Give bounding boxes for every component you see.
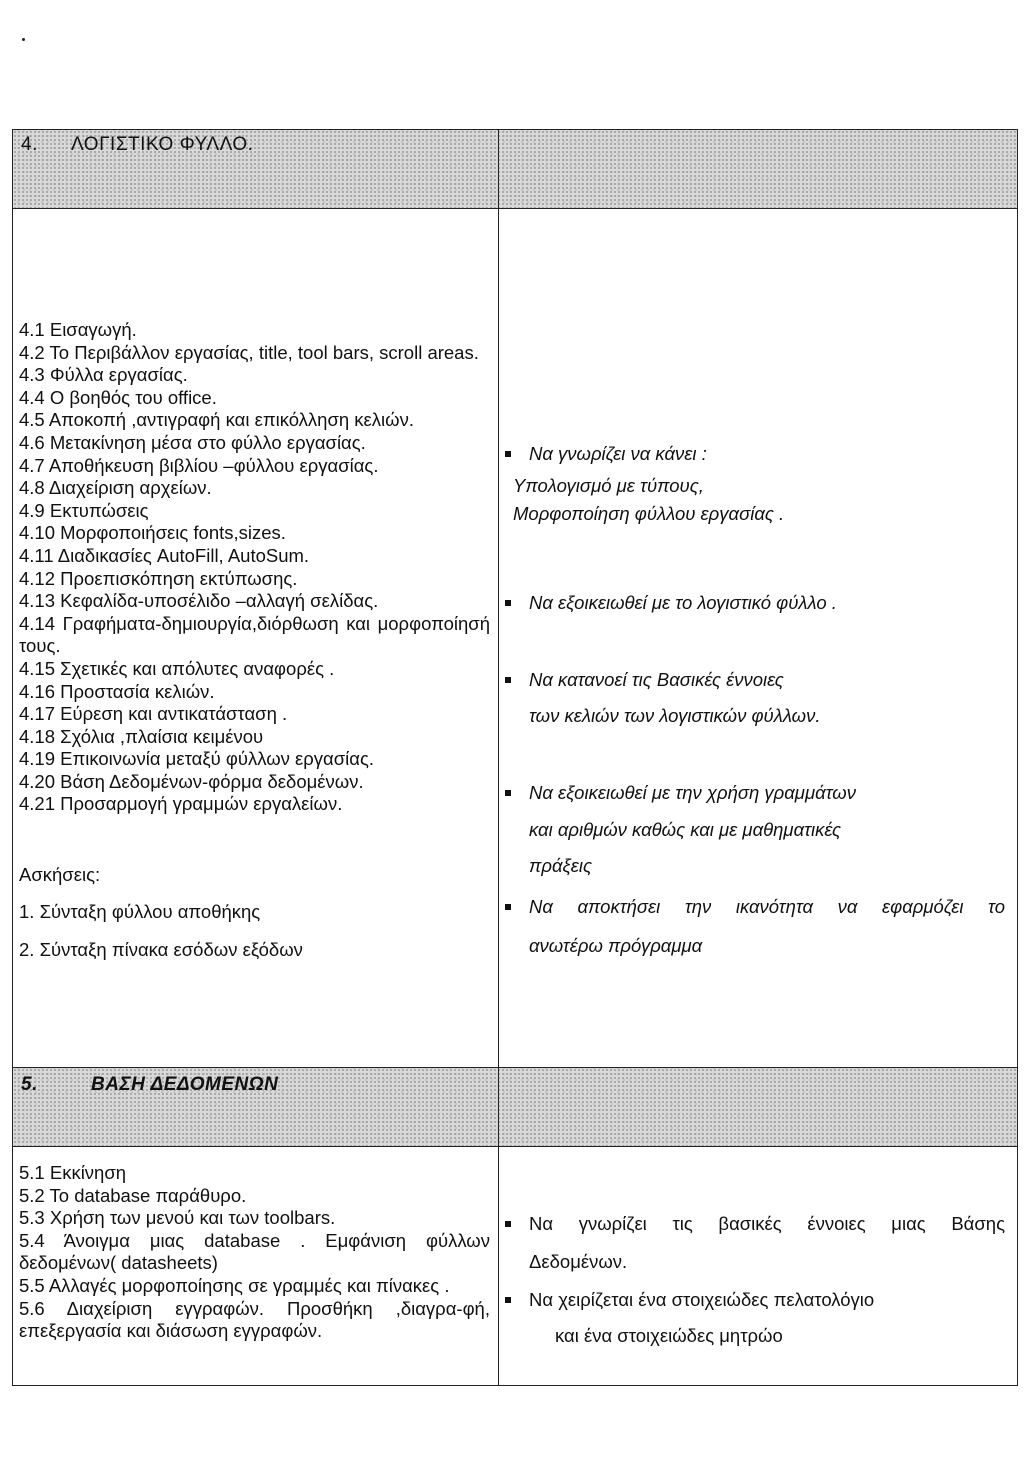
bullet-icon bbox=[505, 451, 511, 457]
topic-item: 5.5 Αλλαγές μορφοποίησης σε γραμμές και πίνακες . bbox=[19, 1274, 450, 1296]
section-5-title bbox=[21, 1074, 278, 1096]
objective-text: Να εξοικειωθεί με το λογιστικό φύλλο . bbox=[529, 592, 837, 613]
topic-item: 4.3 Φύλλα εργασίας. bbox=[19, 364, 188, 386]
bullet-icon bbox=[505, 904, 511, 910]
objective-item bbox=[505, 669, 784, 691]
topic-item: 4.5 Αποκοπή ,αντιγραφή και επικόλληση κελιών. bbox=[19, 409, 414, 431]
objective-subitem: Μορφοποίηση φύλλου εργασίας . bbox=[513, 503, 785, 524]
section-5-body bbox=[13, 1147, 1017, 1385]
topic-item: 5.4 Άνοιγμα μιας database . Εμφάνιση φύλλων δεδομένων( datasheets) bbox=[19, 1229, 490, 1274]
section-4-body bbox=[13, 209, 1017, 1067]
objective-subitem: Υπολογισμό με τύπους, bbox=[513, 475, 704, 496]
topic-item: 4.17 Εύρεση και αντικατάσταση . bbox=[19, 703, 288, 725]
exercise-item: 2. Σύνταξη πίνακα εσόδων εξόδων bbox=[19, 939, 303, 961]
topic-item: 4.16 Προστασία κελιών. bbox=[19, 680, 215, 702]
objective-item bbox=[505, 592, 837, 614]
topic-item: 4.9 Εκτυπώσεις bbox=[19, 499, 149, 521]
objective-subitem: των κελιών των λογιστικών φύλλων. bbox=[529, 705, 821, 726]
objective-text: Να κατανοεί τις Βασικές έννοιες bbox=[529, 669, 784, 690]
topic-item: 4.2 Το Περιβάλλον εργασίας, title, tool bars, scroll areas. bbox=[19, 341, 479, 363]
exercise-item: 1. Σύνταξη φύλλου αποθήκης bbox=[19, 900, 261, 922]
topic-item: 5.3 Χρήση των μενού και των toolbars. bbox=[19, 1207, 336, 1229]
objective-subitem: πράξεις bbox=[529, 855, 593, 876]
section-5-topics bbox=[13, 1147, 499, 1385]
bullet-icon bbox=[505, 600, 511, 606]
topic-item: 4.20 Βάση Δεδομένων-φόρμα δεδομένων. bbox=[19, 770, 364, 792]
topic-item: 4.6 Μετακίνηση μέσα στο φύλλο εργασίας. bbox=[19, 431, 366, 453]
objective-subitem: Δεδομένων. bbox=[529, 1251, 628, 1272]
section-5-title-text: ΒΑΣΗ ΔΕΔΟΜΕΝΩΝ bbox=[91, 1074, 279, 1095]
topic-item: 4.14 Γραφήματα-δημιουργία,διόρθωση και μορφοποίησή τους. bbox=[19, 612, 490, 657]
section-4-header bbox=[13, 130, 1017, 209]
curriculum-table bbox=[12, 129, 1018, 1386]
section-5-objectives bbox=[499, 1147, 1017, 1385]
objective-item bbox=[505, 896, 1005, 918]
section-5-header-left bbox=[13, 1068, 499, 1146]
topic-item: 4.4 Ο βοηθός του office. bbox=[19, 386, 217, 408]
topic-item: 4.8 Διαχείριση αρχείων. bbox=[19, 477, 212, 499]
section-4-topics bbox=[13, 209, 499, 1067]
topic-item: 4.15 Σχετικές και απόλυτες αναφορές . bbox=[19, 657, 335, 679]
stray-dot bbox=[22, 38, 25, 41]
topic-item: 5.1 Εκκίνηση bbox=[19, 1162, 127, 1183]
section-4-number: 4. bbox=[21, 134, 38, 155]
bullet-icon bbox=[505, 1297, 511, 1303]
section-4-header-right bbox=[499, 130, 1017, 208]
objective-item bbox=[505, 443, 707, 465]
section-4-objectives bbox=[499, 209, 1017, 1067]
topic-item: 4.18 Σχόλια ,πλαίσια κειμένου bbox=[19, 725, 264, 747]
objective-subitem: και ένα στοιχειώδες μητρώο bbox=[555, 1325, 783, 1346]
objective-item bbox=[505, 1289, 874, 1311]
section-4-title bbox=[21, 134, 253, 156]
topic-item: 4.11 Διαδικασίες AutoFill, AutoSum. bbox=[19, 544, 310, 566]
exercises-label: Ασκήσεις: bbox=[19, 864, 101, 886]
objective-item bbox=[505, 782, 856, 804]
topic-item: 4.10 Μορφοποιήσεις fonts,sizes. bbox=[19, 522, 286, 544]
topic-item: 5.2 Το database παράθυρο. bbox=[19, 1184, 247, 1206]
topic-item: 4.7 Αποθήκευση βιβλίου –φύλλου εργασίας. bbox=[19, 454, 379, 476]
section-5-header bbox=[13, 1067, 1017, 1147]
objective-subitem: και αριθμών καθώς και με μαθηματικές bbox=[529, 819, 842, 840]
section-4-header-left bbox=[13, 130, 499, 208]
objective-subitem: ανωτέρω πρόγραμμα bbox=[529, 935, 703, 956]
topic-item: 4.1 Εισαγωγή. bbox=[19, 319, 137, 340]
topic-item: 4.12 Προεπισκόπηση εκτύπωσης. bbox=[19, 567, 298, 589]
topic-item: 5.6 Διαχείριση εγγραφών. Προσθήκη ,διαγρα-φή, επεξεργασία και διάσωση εγγραφών. bbox=[19, 1297, 490, 1342]
section-4-title-text: ΛΟΓΙΣΤΙΚΟ ΦΥΛΛΟ. bbox=[71, 134, 254, 155]
objective-item bbox=[505, 1213, 1005, 1235]
section-5-number: 5. bbox=[21, 1074, 38, 1095]
topic-item: 4.13 Κεφαλίδα-υποσέλιδο –αλλαγή σελίδας. bbox=[19, 590, 379, 612]
objective-text: Να εξοικειωθεί με την χρήση γραμμάτων bbox=[529, 782, 856, 803]
section-5-header-right bbox=[499, 1068, 1017, 1146]
objective-text: Να γνωρίζει να κάνει : bbox=[529, 443, 707, 464]
topic-item: 4.21 Προσαρμογή γραμμών εργαλείων. bbox=[19, 793, 343, 815]
bullet-icon bbox=[505, 677, 511, 683]
bullet-icon bbox=[505, 790, 511, 796]
objective-text: Να χειρίζεται ένα στοιχειώδες πελατολόγιο bbox=[529, 1289, 875, 1310]
objective-text: Να αποκτήσει την ικανότητα να εφαρμόζει το bbox=[529, 896, 1005, 917]
topic-item: 4.19 Επικοινωνία μεταξύ φύλλων εργασίας. bbox=[19, 748, 375, 770]
bullet-icon bbox=[505, 1221, 511, 1227]
objective-text: Να γνωρίζει τις βασικές έννοιες μιας Βάσης bbox=[529, 1213, 1005, 1234]
